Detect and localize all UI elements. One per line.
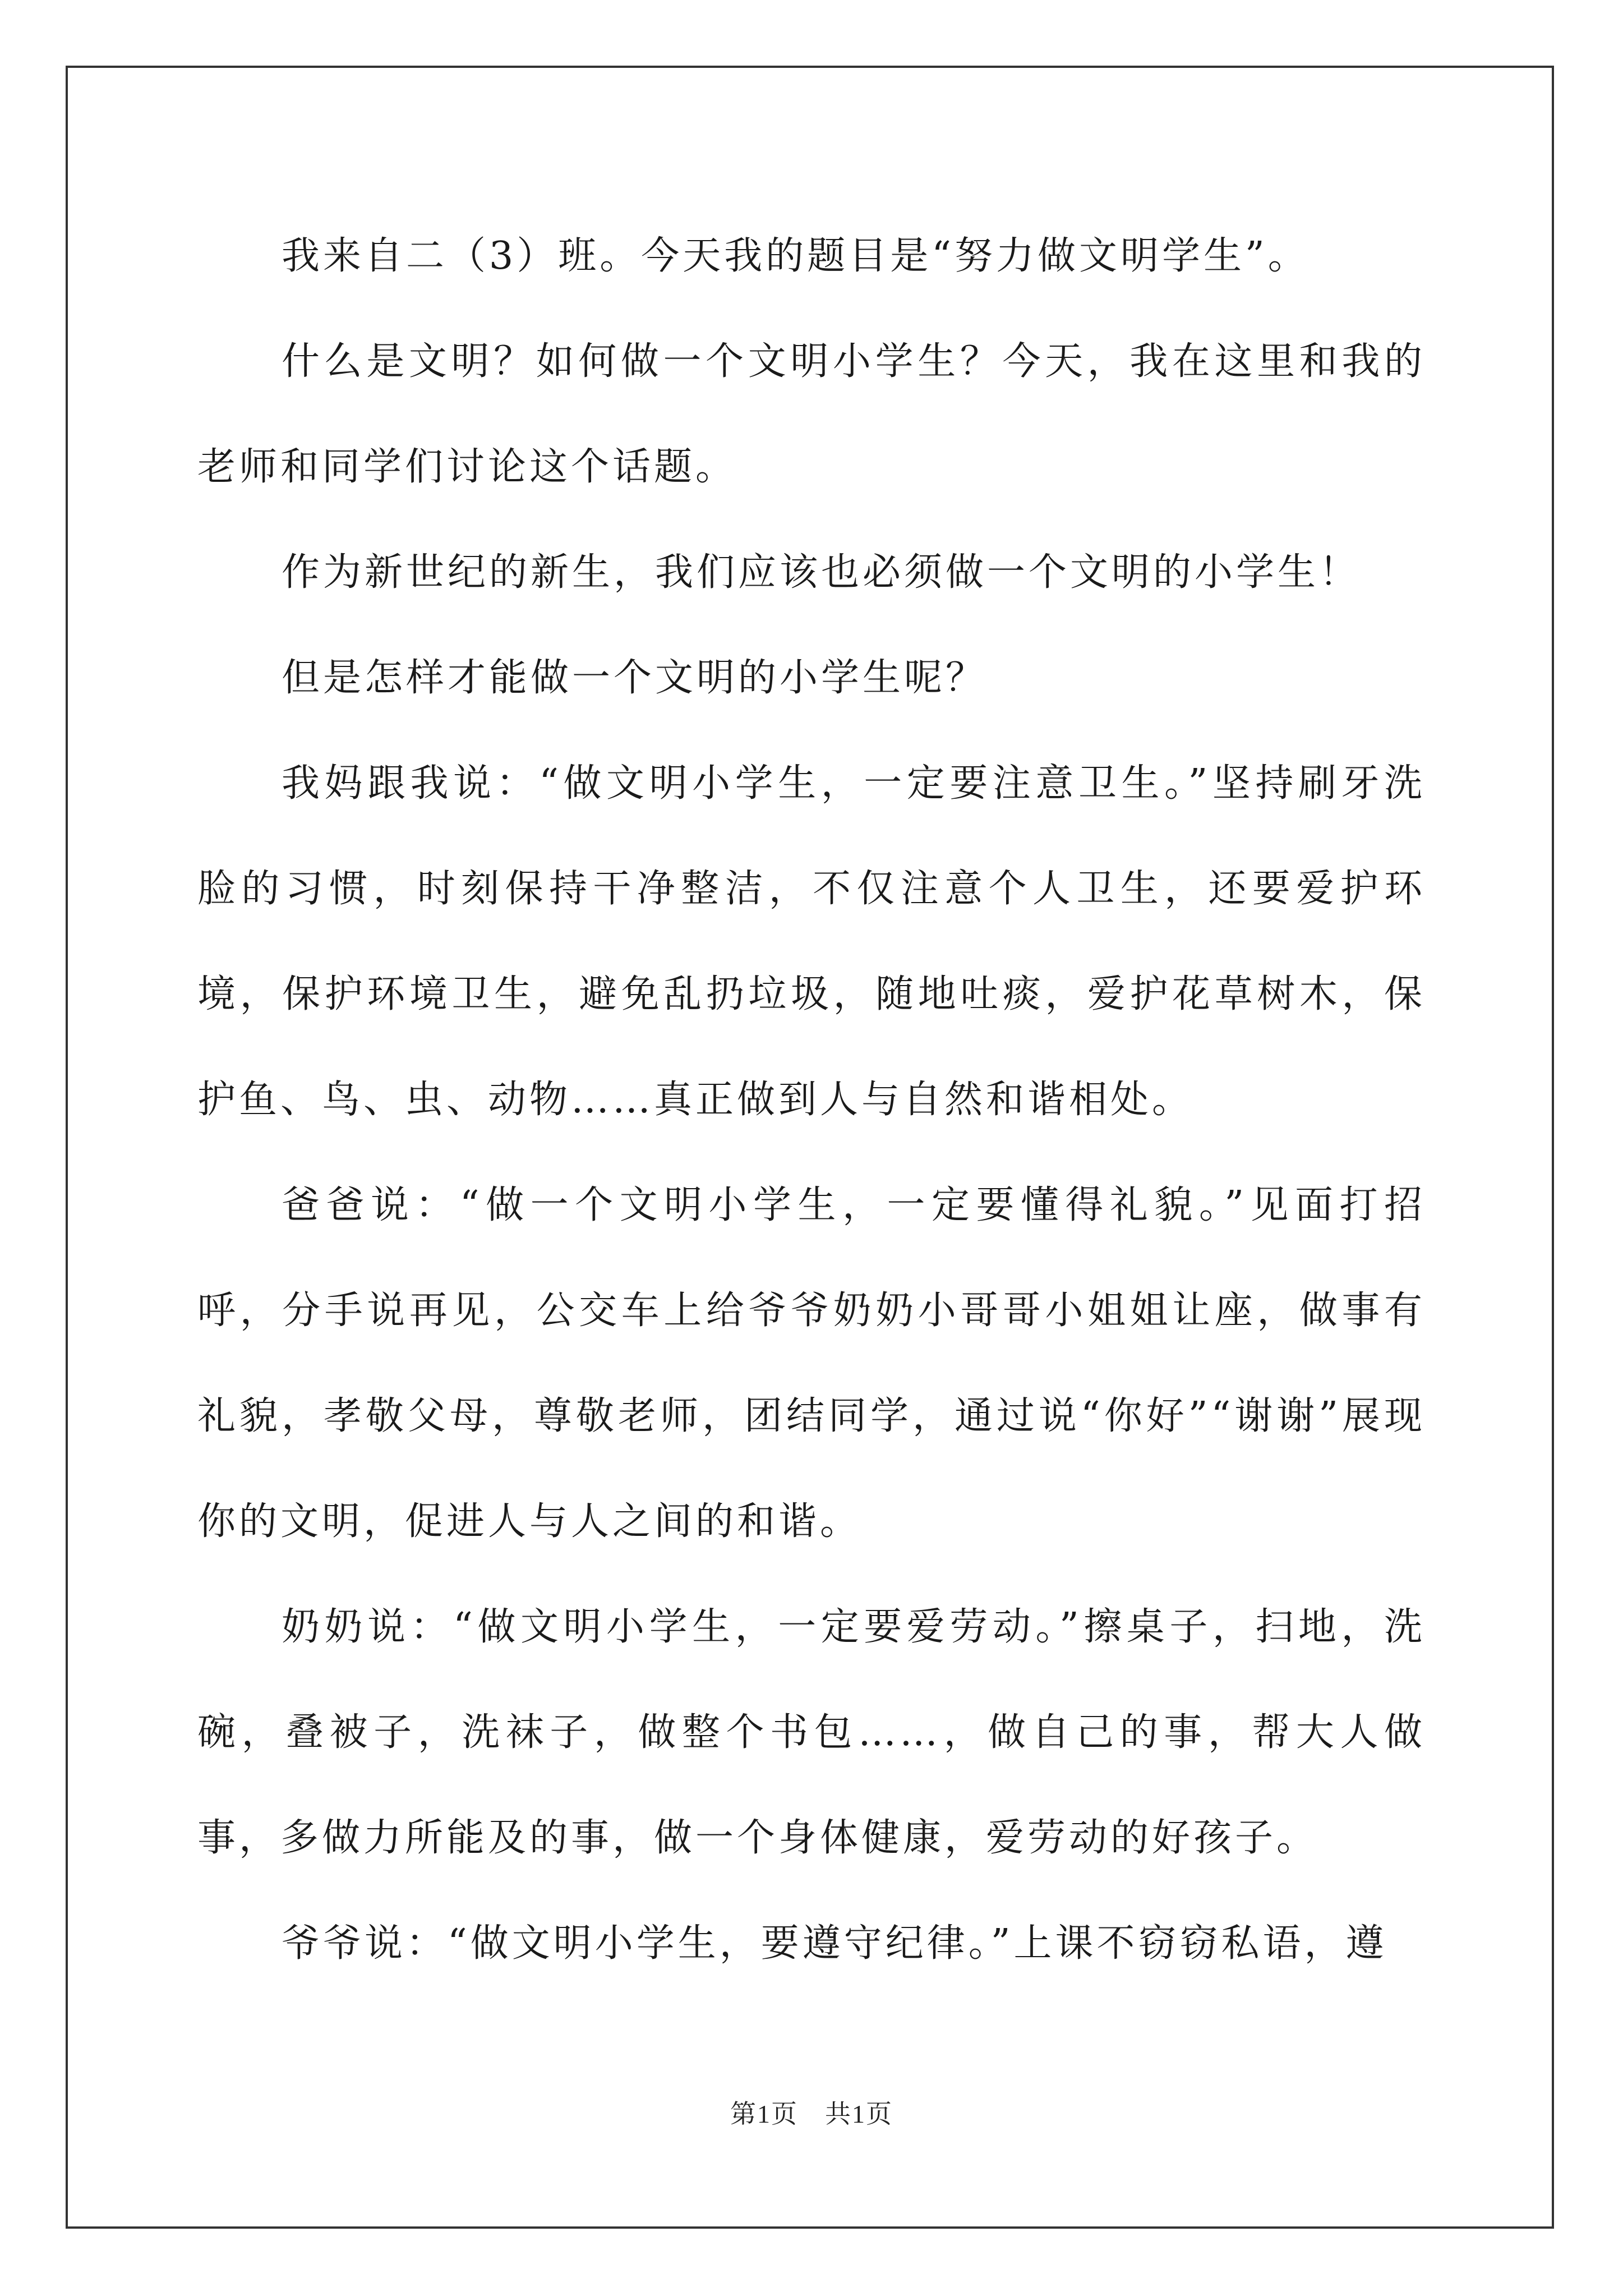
paragraph-5: 我妈跟我说：“做文明小学生，一定要注意卫生。”坚持刷牙洗脸的习惯，时刻保持干净整洁，不仅注意个人卫生，还要爱护环境，保护环境卫生，避免乱扔垃圾，随地吐痰，爱护花草树木，保护鱼、鸟、虫、动物……真正做到人与自然和谐相处。	[197, 761, 1426, 1122]
paragraph-8: 爷爷说：“做文明小学生，要遵守纪律。”上课不窃窃私语，遵	[282, 1921, 1387, 1966]
document-body	[197, 204, 1426, 1996]
paragraph-7: 奶奶说：“做文明小学生，一定要爱劳动。”擦桌子，扫地，洗碗，叠被子，洗袜子，做整个书包……，做自己的事，帮大人做事，多做力所能及的事，做一个身体健康，爱劳动的好孩子。	[197, 1605, 1426, 1860]
paragraph-3: 作为新世纪的新生，我们应该也必须做一个文明的小学生！	[282, 550, 1361, 595]
page-footer: 第1页 共1页	[730, 2100, 893, 2128]
paragraph-6: 爸爸说：“做一个文明小学生，一定要懂得礼貌。”见面打招呼，分手说再见，公交车上给爷爷奶奶小哥哥小姐姐让座，做事有礼貌，孝敬父母，尊敬老师，团结同学，通过说“你好”“谢谢”展现你的文明，促进人与人之间的和谐。	[197, 1183, 1426, 1544]
paragraph-1: 我来自二（3）班。今天我的题目是“努力做文明学生”。	[282, 234, 1310, 278]
paragraph-2: 什么是文明？如何做一个文明小学生？今天，我在这里和我的老师和同学们讨论这个话题。	[197, 339, 1426, 489]
paragraph-4: 但是怎样才能做一个文明的小学生呢？	[282, 656, 988, 700]
